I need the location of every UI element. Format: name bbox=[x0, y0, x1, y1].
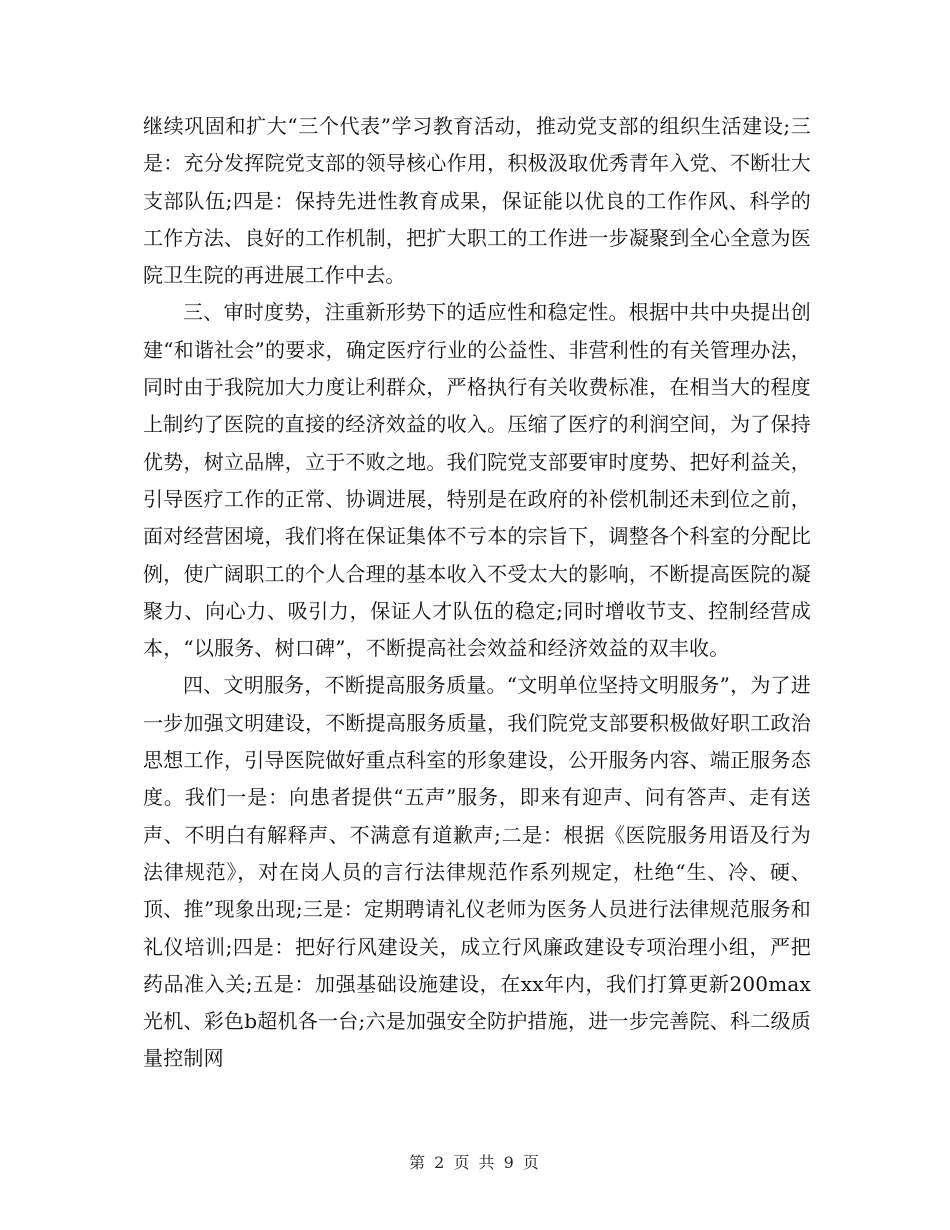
body-text bbox=[143, 108, 811, 1078]
page-number-footer: 第 2 页 共 9 页 bbox=[409, 1153, 541, 1172]
paragraph-3: 四、文明服务，不断提高服务质量。“文明单位坚持文明服务”，为了进一步加强文明建设，不断提高服务质量，我们院党支部要积极做好职工政治思想工作，引导医院做好重点科室的形象建设，公开服务内容、端正服务态度。我们一是：向患者提供“五声”服务，即来有迎声、问有答声、走有送声、不明白有解释声、不满意有道歉声;二是：根据《医院服务用语及行为法律规范》，对在岗人员的言行法律规范作系列规定，杜绝“生、冷、硬、顶、推”现象出现;三是：定期聘请礼仪老师为医务人员进行法律规范服务和礼仪培训;四是：把好行风建设关，成立行风廉政建设专项治理小组，严把药品准入关;五是：加强基础设施建设，在xx年内，我们打算更新200max光机、彩色b超机各一台;六是加强安全防护措施，进一步完善院、科二级质量控制网 bbox=[143, 673, 811, 1071]
paragraph-1: 继续巩固和扩大“三个代表”学习教育活动，推动党支部的组织生活建设;三是：充分发挥院党支部的领导核心作用，积极汲取优秀青年入党、不断壮大支部队伍;四是：保持先进性教育成果，保证能以优良的工作作风、科学的工作方法、良好的工作机制，把扩大职工的工作进一步凝聚到全心全意为医院卫生院的再进展工作中去。 bbox=[143, 114, 811, 288]
paragraph-2: 三、审时度势，注重新形势下的适应性和稳定性。根据中共中央提出创建“和谐社会”的要求，确定医疗行业的公益性、非营利性的有关管理办法，同时由于我院加大力度让利群众，严格执行有关收费标准，在相当大的程度上制约了医院的直接的经济效益的收入。压缩了医疗的利润空间，为了保持优势，树立品牌，立于不败之地。我们院党支部要审时度势、把好利益关，引导医疗工作的正常、协调进展，特别是在政府的补偿机制还未到位之前，面对经营困境，我们将在保证集体不亏本的宗旨下，调整各个科室的分配比例，使广阔职工的个人合理的基本收入不受太大的影响，不断提高医院的凝聚力、向心力、吸引力，保证人才队伍的稳定;同时增收节支、控制经营成本，“以服务、树口碑”，不断提高社会效益和经济效益的双丰收。 bbox=[143, 300, 811, 661]
